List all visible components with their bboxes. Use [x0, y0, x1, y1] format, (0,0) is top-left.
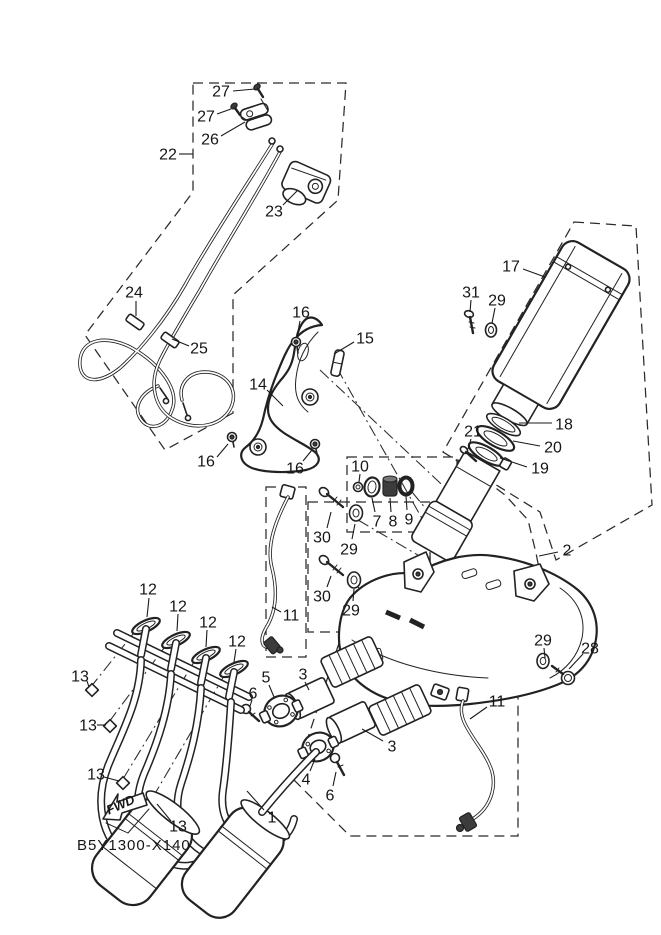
- leader-line-26-2: [221, 122, 245, 136]
- leader-line-2-19: [539, 552, 558, 556]
- part-label-12-29: 12: [169, 598, 187, 616]
- mid-pipe: [410, 449, 504, 563]
- part-label-13-34: 13: [87, 766, 105, 784]
- flange-nut-13-3: [117, 777, 130, 790]
- part-label-12-28: 12: [139, 581, 157, 599]
- flange-nut-13-2: [104, 720, 117, 733]
- part-label-7-21: 7: [372, 513, 382, 531]
- leader-line-31-13: [470, 300, 471, 312]
- assembly-line-7: [90, 634, 133, 688]
- part-label-11-44: 11: [488, 693, 506, 711]
- part-label-12-30: 12: [199, 614, 217, 632]
- washer-29-a: [350, 505, 363, 521]
- part-label-13-33: 13: [79, 717, 97, 735]
- part-label-31-13: 31: [462, 284, 480, 302]
- bolt-6-b: [331, 754, 345, 776]
- stay-15: [330, 349, 344, 376]
- part-label-16-11: 16: [286, 460, 304, 478]
- part-label-10-20: 10: [351, 458, 369, 476]
- leader-line-11-44: [470, 707, 487, 719]
- part-label-29-27: 29: [342, 602, 360, 620]
- part-label-6-40: 6: [325, 787, 335, 805]
- part-label-29-14: 29: [488, 292, 506, 310]
- part-label-23-4: 23: [265, 203, 283, 221]
- part-label-20-16: 20: [544, 439, 562, 457]
- part-label-9-23: 9: [404, 511, 414, 529]
- fwd-arrow-label: FWD: [103, 791, 137, 818]
- leader-line-17-12: [523, 269, 545, 277]
- nut-10: [354, 483, 363, 492]
- part-label-2-19: 2: [562, 542, 572, 560]
- part-label-16-7: 16: [292, 304, 310, 322]
- leader-line-6-40: [333, 772, 336, 786]
- part-label-13-32: 13: [71, 668, 89, 686]
- part-label-30-24: 30: [313, 529, 331, 547]
- part-label-18-15: 18: [555, 416, 573, 434]
- bolt-6-a: [242, 705, 260, 722]
- part-label-3-41: 3: [387, 738, 397, 756]
- part-label-17-12: 17: [502, 258, 520, 276]
- part-label-8-22: 8: [388, 513, 398, 531]
- part-label-14-9: 14: [249, 376, 267, 394]
- part-label-11-43: 11: [282, 607, 300, 625]
- leader-line-20-16: [513, 441, 540, 446]
- part-label-27-1: 27: [197, 108, 215, 126]
- collector-pipe-b: [174, 795, 296, 926]
- part-label-3-38: 3: [298, 666, 308, 684]
- damper-grommet-7: [363, 477, 380, 498]
- leader-line-29-14: [492, 308, 495, 323]
- bolt-16-b: [228, 433, 237, 448]
- heat-guard-bracket-14: [241, 318, 322, 473]
- o2-sensor-11-left: [262, 484, 295, 654]
- part-label-19-17: 19: [531, 460, 549, 478]
- leader-line-12-31: [234, 649, 236, 662]
- part-label-30-26: 30: [313, 588, 331, 606]
- part-label-28-46: 28: [581, 640, 599, 658]
- leader-line-12-29: [177, 614, 178, 631]
- exhaust-chamber-body: [339, 552, 597, 706]
- leader-line-27-1: [217, 109, 231, 114]
- leader-line-16-10: [217, 444, 228, 457]
- bolt-30-a: [318, 486, 343, 507]
- part-label-22-3: 22: [159, 146, 177, 164]
- part-label-21-18: 21: [464, 423, 482, 441]
- part-label-24-5: 24: [125, 284, 143, 302]
- diagram-code: B5Y1300-X140: [77, 837, 191, 854]
- bolt-31: [464, 310, 475, 333]
- flange-nut-13-1: [86, 684, 99, 697]
- leader-line-30-24: [327, 512, 331, 528]
- part-label-15-8: 15: [356, 330, 374, 348]
- cable-clamp-26: [239, 102, 272, 132]
- part-label-25-6: 25: [190, 340, 208, 358]
- part-label-27-0: 27: [212, 83, 230, 101]
- part-label-26-2: 26: [201, 131, 219, 149]
- part-label-5-36: 5: [261, 669, 271, 687]
- leader-line-12-28: [147, 598, 149, 617]
- leader-line-12-30: [206, 630, 207, 647]
- washer-29-c: [486, 323, 497, 337]
- washer-9: [400, 478, 413, 495]
- part-label-16-10: 16: [197, 453, 215, 471]
- washer-29-b: [348, 572, 361, 588]
- header-pipes-1: [83, 629, 316, 926]
- leader-line-9-23: [406, 496, 407, 510]
- cable-24: [80, 138, 275, 426]
- leader-line-5-36: [269, 685, 274, 697]
- part-label-1-42: 1: [267, 809, 277, 827]
- leader-line-8-22: [390, 498, 391, 512]
- leader-line-27-0: [233, 89, 255, 91]
- washer-29-d: [537, 654, 549, 669]
- part-label-29-25: 29: [340, 541, 358, 559]
- part-label-12-31: 12: [228, 633, 246, 651]
- part-label-29-45: 29: [534, 632, 552, 650]
- leader-line-30-26: [327, 576, 331, 587]
- servo-motor-23: [276, 160, 332, 214]
- part-label-4-39: 4: [301, 771, 311, 789]
- leader-line-7-21: [372, 498, 375, 512]
- artwork: [80, 83, 634, 926]
- part-label-6-37: 6: [248, 685, 258, 703]
- collar-8: [383, 476, 397, 496]
- part-label-13-35: 13: [169, 818, 187, 836]
- muffler-17: [474, 237, 634, 439]
